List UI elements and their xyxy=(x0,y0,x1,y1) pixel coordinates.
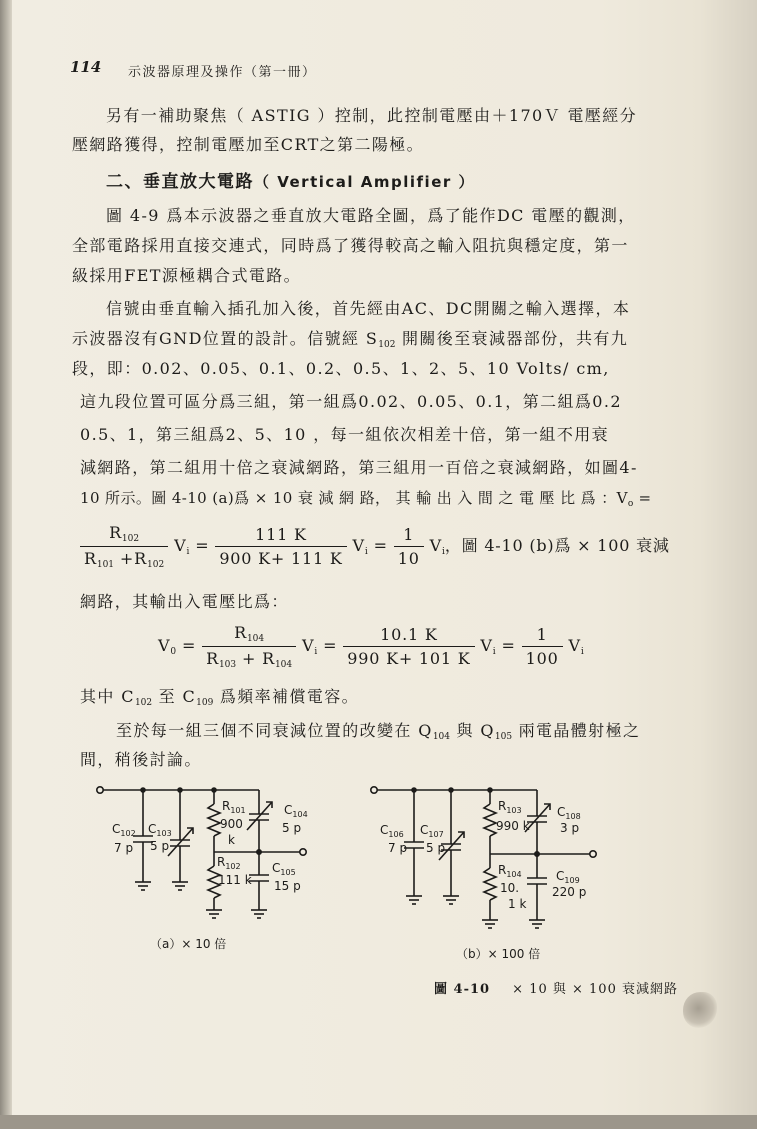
label-r101: $R_{101}$ xyxy=(222,799,246,815)
eq1-frac2-num: 111 K xyxy=(215,525,346,547)
eq2-fraction-ratio xyxy=(522,625,563,668)
eq1-vi-3-sub: i xyxy=(441,547,445,557)
para4-post: 爲頻率補償電容。 xyxy=(213,687,360,706)
value-c107: 5 p xyxy=(426,841,446,855)
para3-vo-sub: o xyxy=(627,499,634,509)
label-r104: $R_{104}$ xyxy=(498,863,522,879)
para3-s102-sub: 102 xyxy=(378,340,396,350)
para3-line7-eq: = xyxy=(633,489,652,507)
para3-line2-text-b: 開關後至衰減器部份，共有九 xyxy=(395,329,629,348)
running-title: 示波器原理及操作（第一冊） xyxy=(128,65,317,80)
eq1-vi-2: V xyxy=(352,536,365,555)
eq2-frac2-den: 990 K+ 101 K xyxy=(347,649,471,668)
para3-line3: 段，即：0.02、0.05、0.1、0.2、0.5、1、2、5、10 Volts/ cm, xyxy=(72,359,610,378)
torn-paper-spot xyxy=(683,992,717,1028)
eq1-num-sub: 102 xyxy=(121,534,140,544)
equation-1 xyxy=(80,523,670,570)
page-number: 114 xyxy=(70,58,102,76)
line-after-eq1: 網路，其輸出入電壓比爲： xyxy=(80,592,289,611)
eq1-den-b-sub: 102 xyxy=(147,560,165,570)
eq2-fraction-r xyxy=(202,623,296,670)
value-c106: 7 p xyxy=(388,841,408,855)
para4-c102-sub: 102 xyxy=(134,698,153,708)
value-c105: 15 p xyxy=(274,879,301,893)
label-c106: $C_{106}$ xyxy=(380,823,404,839)
eq1-den-plus: +R xyxy=(114,549,147,568)
label-r102: $R_{102}$ xyxy=(217,855,241,871)
eq1-equals-2: = xyxy=(373,536,388,555)
eq2-vo: V xyxy=(158,636,171,655)
eq1-frac3-num: 1 xyxy=(394,525,424,547)
eq1-vi-2-sub: i xyxy=(364,547,368,557)
eq1-num: R xyxy=(109,523,122,542)
label-r103: $R_{103}$ xyxy=(498,799,522,815)
para5-line2: 間，稍後討論。 xyxy=(80,750,202,769)
value-c103: 5 p xyxy=(150,839,170,853)
section-subtitle: （ Vertical Amplifier ） xyxy=(254,173,475,191)
eq2-num: R xyxy=(234,623,247,642)
figure-caption-text: × 10 與 × 100 衰減網路 xyxy=(512,982,678,997)
para3-line6: 減網路，第二組用十倍之衰減網路，第三組用一百倍之衰減網路，如圖4- xyxy=(80,458,638,477)
label-c109: $C_{109}$ xyxy=(556,869,580,885)
eq2-vi-1-sub: i xyxy=(314,647,318,657)
label-c105: $C_{105}$ xyxy=(272,861,296,877)
eq1-frac2-den: 900 K+ 111 K xyxy=(219,549,343,568)
diagram-b-output-terminal xyxy=(590,851,596,857)
para3-line7-text: 10 所示。圖 4-10 (a)爲 × 10 衰 減 網 路， 其 輸 出 入 間 之 電 壓 比 爲 ：V xyxy=(80,489,628,507)
value-c102: 7 p xyxy=(114,841,134,855)
eq2-vi-3-sub: i xyxy=(580,647,584,657)
label-c102: $C_{102}$ xyxy=(112,822,136,838)
eq2-num-sub: 104 xyxy=(246,634,265,644)
label-c107: $C_{107}$ xyxy=(420,823,444,839)
eq1-vi-1: V xyxy=(174,536,187,555)
para2-line2: 全部電路採用直接交連式，同時爲了獲得較高之輸入阻抗與穩定度，第一 xyxy=(72,236,629,255)
para4 xyxy=(80,684,359,708)
value-c104: 5 p xyxy=(282,821,302,835)
para5-line1 xyxy=(116,718,640,742)
value-c108: 3 p xyxy=(560,821,580,835)
eq2-den-plus: + R xyxy=(236,649,275,668)
para3-line7 xyxy=(80,487,651,509)
value-r104-k: 1 k xyxy=(508,897,527,911)
eq1-frac3-den: 10 xyxy=(397,549,420,568)
para2-line1: 圖 4-9 爲本示波器之垂直放大電路全圖，爲了能作DC 電壓的觀測， xyxy=(106,206,636,225)
caption-b: （b）× 100 倍 xyxy=(456,947,541,961)
para5-text-c: 兩電晶體射極之 xyxy=(512,721,641,740)
eq2-vo-sub: 0 xyxy=(170,647,177,657)
eq1-equals-1: = xyxy=(195,536,210,555)
para3-line1: 信號由垂直輸入插孔加入後，首先經由AC、DC開關之輸入選擇，本 xyxy=(106,299,631,318)
section-title: 二、垂直放大電路 xyxy=(106,172,254,192)
label-c103: $C_{103}$ xyxy=(148,822,172,838)
para3-line5: 0.5、1，第三組爲2、5、10 ，每一組依次相差十倍，第一組不用衰 xyxy=(80,425,610,444)
eq2-frac3-num: 1 xyxy=(522,625,563,647)
eq1-vi-3: V xyxy=(429,536,442,555)
value-r103: 990 k xyxy=(496,819,530,833)
equation-2: $V_0$ = $\frac{R_{104}}{R_{103} + R_{104}}$ $V_i$ = $\frac{10.1 K}{990 K+ 101 K}$ $V_i$ = $\frac{1}{100}$ $V_i$ xyxy=(158,623,584,670)
eq1-fraction-r xyxy=(80,523,168,570)
eq2-vi-2-sub: i xyxy=(492,647,496,657)
diagram-a-output-terminal xyxy=(300,849,306,855)
eq1-den-a-sub: 101 xyxy=(96,560,115,570)
para3-line4: 這九段位置可區分爲三組，第一組爲0.02、0.05、0.1，第二組爲0.2 xyxy=(80,392,622,411)
para5-text-b: 與 Q xyxy=(450,721,495,740)
para4-pre: 其中 C xyxy=(80,687,135,706)
eq1-vi-1-sub: i xyxy=(186,547,190,557)
eq2-den-a: R xyxy=(206,649,219,668)
para2-line3: 級採用FET源極耦合式電路。 xyxy=(72,266,302,285)
section-heading xyxy=(106,167,475,192)
value-r101: 900 xyxy=(220,817,243,831)
eq2-frac2-num: 10.1 K xyxy=(343,625,474,647)
eq1-fraction-ratio xyxy=(394,525,424,568)
diagram-b-input-terminal xyxy=(371,787,377,793)
eq2-vi-1: V xyxy=(302,636,315,655)
eq2-fraction-k xyxy=(343,625,474,668)
eq1-fraction-k xyxy=(215,525,346,568)
diagram-a-input-terminal xyxy=(97,787,103,793)
para4-mid: 至 C xyxy=(152,687,197,706)
eq2-vi-2: V xyxy=(480,636,493,655)
value-r102: 111 k xyxy=(218,873,252,887)
eq1-tail-text: ，圖 4-10 (b)爲 × 100 衰減 xyxy=(444,536,670,555)
eq2-vi-3: V xyxy=(568,636,581,655)
circuit-diagrams xyxy=(0,770,757,990)
eq2-den-b-sub: 104 xyxy=(274,660,293,670)
value-c109: 220 p xyxy=(552,885,587,899)
para4-c109-sub: 109 xyxy=(196,698,214,708)
label-c104: $C_{104}$ xyxy=(284,803,308,819)
eq1-den-a: R xyxy=(84,549,97,568)
para3-line2-text-a: 示波器沒有GND位置的設計。信號經 S xyxy=(72,329,379,348)
figure-caption-label: 圖 4-10 xyxy=(434,982,491,997)
para3-line2 xyxy=(72,326,628,350)
page-bottom-shadow xyxy=(0,1115,757,1129)
para1-line2: 壓網路獲得，控制電壓加至CRT之第二陽極。 xyxy=(72,135,425,154)
para5-q104-sub: 104 xyxy=(432,732,450,742)
para5-q105-sub: 105 xyxy=(494,732,513,742)
eq2-den-a-sub: 103 xyxy=(218,660,237,670)
figure-caption xyxy=(434,978,678,997)
unit-r101: k xyxy=(228,833,235,847)
label-c108: $C_{108}$ xyxy=(557,805,581,821)
value-r104: 10. xyxy=(500,881,520,895)
para1-line1: 另有一補助聚焦（ ASTIG ）控制，此控制電壓由＋170Ｖ 電壓經分 xyxy=(106,106,638,125)
para5-text-a: 至於每一組三個不同衰減位置的改變在 Q xyxy=(116,721,433,740)
caption-a: （a）× 10 倍 xyxy=(150,937,227,951)
eq2-frac3-den: 100 xyxy=(525,649,559,668)
